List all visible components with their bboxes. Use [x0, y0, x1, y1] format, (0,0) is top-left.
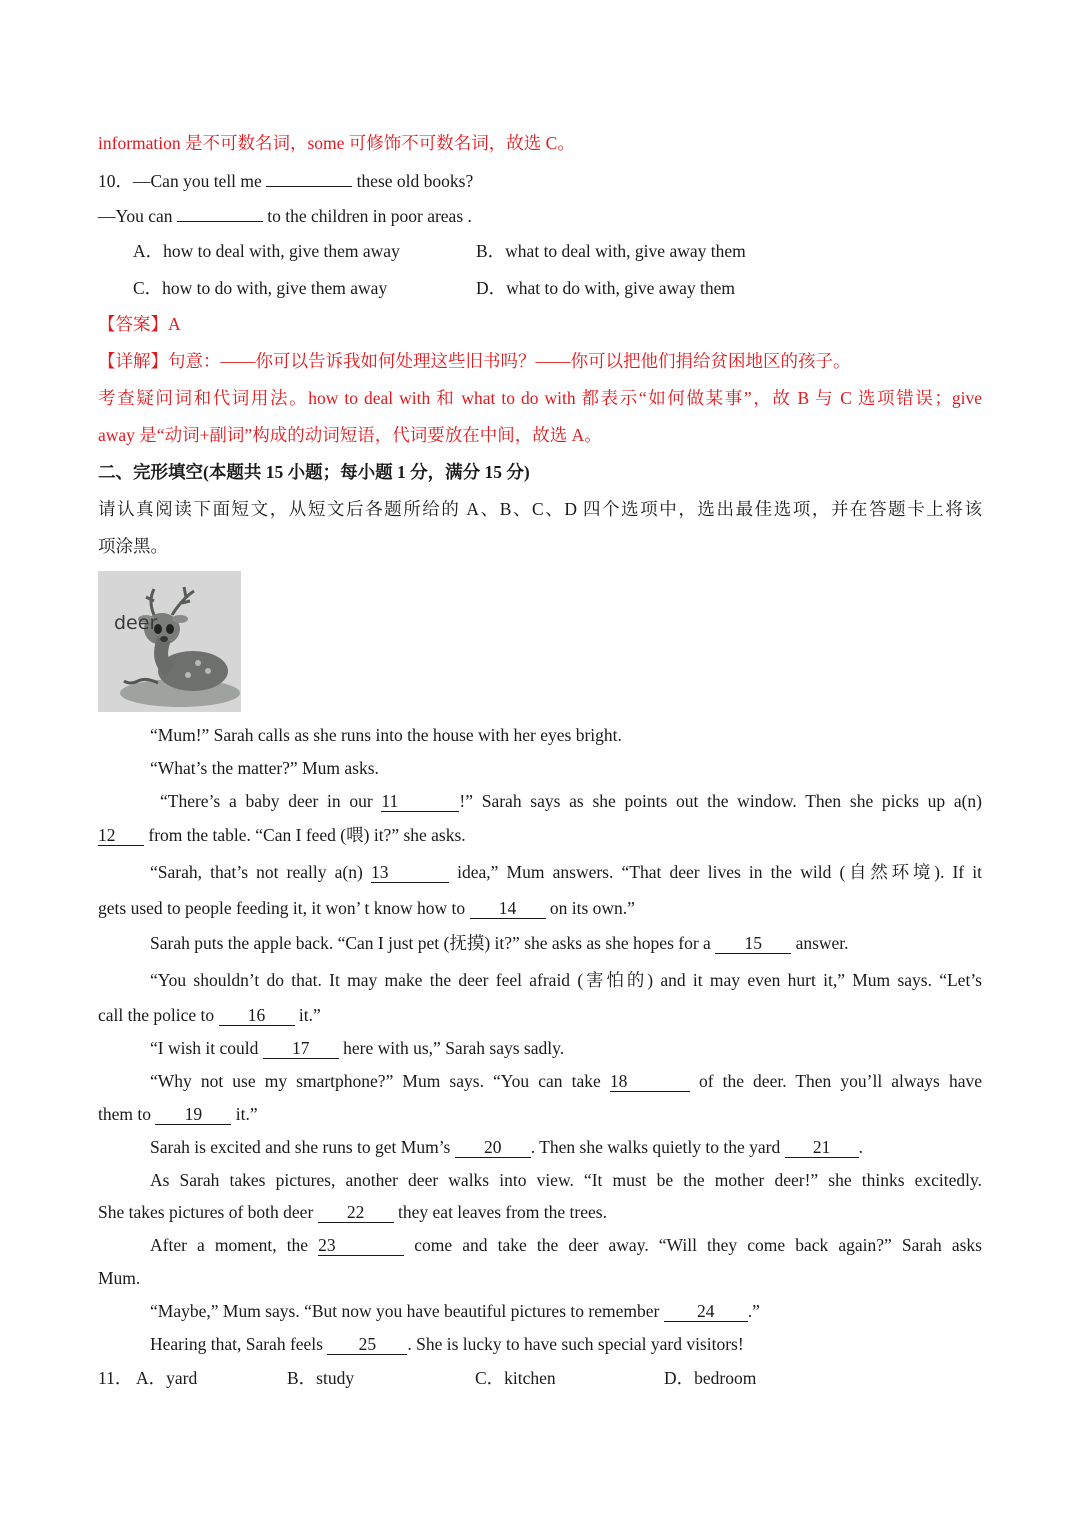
q11-option-d: D．bedroom — [664, 1368, 757, 1388]
passage-p10a: As Sarah takes pictures, another deer walks into view. “It must be the mother deer!” she thinks excitedly. — [150, 1170, 982, 1190]
passage-p7: “I wish it could 17 here with us,” Sarah says sadly. — [150, 1038, 565, 1058]
passage-p6b: call the police to 16 it.” — [98, 1005, 321, 1025]
q10-detail-1: 【详解】句意：——你可以告诉我如何处理这些旧书吗？——你可以把他们捐给贫困地区的孩子。 — [98, 351, 851, 371]
q10-blank-2 — [177, 221, 263, 222]
section-heading: 二、完形填空(本题共 15 小题；每小题 1 分，满分 15 分) — [98, 462, 530, 482]
blank-16: 16 — [219, 1005, 295, 1026]
blank-14: 14 — [470, 898, 546, 919]
q11-number: 11． — [98, 1368, 133, 1388]
q10-detail-3: away 是“动词+副词”构成的动词短语，代词要放在中间，故选 A。 — [98, 425, 602, 445]
passage-p10b: She takes pictures of both deer 22 they eat leaves from the trees. — [98, 1202, 607, 1222]
blank-24: 24 — [664, 1301, 748, 1322]
passage-p9: Sarah is excited and she runs to get Mum’s 20 . Then she walks quietly to the yard 21 . — [150, 1137, 863, 1157]
blank-11: 11 — [381, 791, 459, 812]
q10-option-c: C．how to do with, give them away — [133, 278, 388, 298]
section-instruction-2: 项涂黑。 — [98, 536, 168, 556]
passage-p4a: “Sarah, that’s not really a(n) 13 idea,” Mum answers. “That deer lives in the wild (自然环境). If it — [150, 862, 982, 882]
passage-p11b: Mum. — [98, 1268, 141, 1288]
passage-p3b: 12 from the table. “Can I feed (喂) it?” she asks. — [98, 825, 466, 845]
q10-answer: 【答案】A — [98, 314, 181, 334]
deer-illustration — [98, 571, 241, 712]
passage-p6a: “You shouldn’t do that. It may make the deer feel afraid (害怕的) and it may even hurt it,” Mum says. “Let’s — [150, 970, 982, 990]
blank-12: 12 — [98, 825, 144, 846]
deer-label: deer — [114, 612, 158, 634]
q11-option-b: B．study — [287, 1368, 355, 1388]
passage-p12: “Maybe,” Mum says. “But now you have beautiful pictures to remember 24 .” — [150, 1301, 760, 1321]
blank-21: 21 — [785, 1137, 859, 1158]
q10-detail-2: 考查疑问词和代词用法。how to deal with 和 what to do with 都表示“如何做某事”，故 B 与 C 选项错误；give — [98, 388, 982, 408]
section-instruction-1: 请认真阅读下面短文，从短文后各题所给的 A、B、C、D 四个选项中，选出最佳选项，并在答题卡上将该 — [98, 499, 982, 519]
q10-option-a: A．how to deal with, give them away — [133, 241, 400, 261]
blank-18: 18 — [610, 1071, 690, 1092]
q10-line2: —You can to the children in poor areas . — [98, 206, 472, 226]
q10-option-d: D．what to do with, give away them — [476, 278, 736, 298]
q10-option-b: B．what to deal with, give away them — [476, 241, 746, 261]
q10-line1: 10．—Can you tell me these old books? — [98, 171, 474, 191]
passage-p1: “Mum!” Sarah calls as she runs into the house with her eyes bright. — [150, 725, 622, 745]
prev-explanation: information 是不可数名词，some 可修饰不可数名词，故选 C。 — [98, 133, 575, 153]
blank-23: 23 — [318, 1235, 404, 1256]
q10-blank-1 — [266, 186, 352, 187]
blank-13: 13 — [371, 862, 449, 883]
passage-p13: Hearing that, Sarah feels 25 . She is lucky to have such special yard visitors! — [150, 1334, 744, 1354]
q11-option-c: C．kitchen — [475, 1368, 556, 1388]
passage-p3a: “There’s a baby deer in our 11 !” Sarah says as she points out the window. Then she picks up a(n) — [160, 791, 982, 811]
blank-19: 19 — [155, 1104, 231, 1125]
passage-p4b: gets used to people feeding it, it won’ t know how to 14 on its own.” — [98, 898, 635, 918]
passage-p2: “What’s the matter?” Mum asks. — [150, 758, 379, 778]
blank-25: 25 — [327, 1334, 407, 1355]
deer-drawing — [98, 571, 241, 712]
blank-22: 22 — [318, 1202, 394, 1223]
passage-p8a: “Why not use my smartphone?” Mum says. “You can take 18 of the deer. Then you’ll always have — [150, 1071, 982, 1091]
q11-option-a: A．yard — [136, 1368, 198, 1388]
passage-p8b: them to 19 it.” — [98, 1104, 258, 1124]
passage-p11a: After a moment, the 23 come and take the deer away. “Will they come back again?” Sarah asks — [150, 1235, 982, 1255]
passage-p5: Sarah puts the apple back. “Can I just pet (抚摸) it?” she asks as she hopes for a 15 answer. — [150, 933, 849, 953]
blank-20: 20 — [455, 1137, 531, 1158]
blank-17: 17 — [263, 1038, 339, 1059]
blank-15: 15 — [715, 933, 791, 954]
